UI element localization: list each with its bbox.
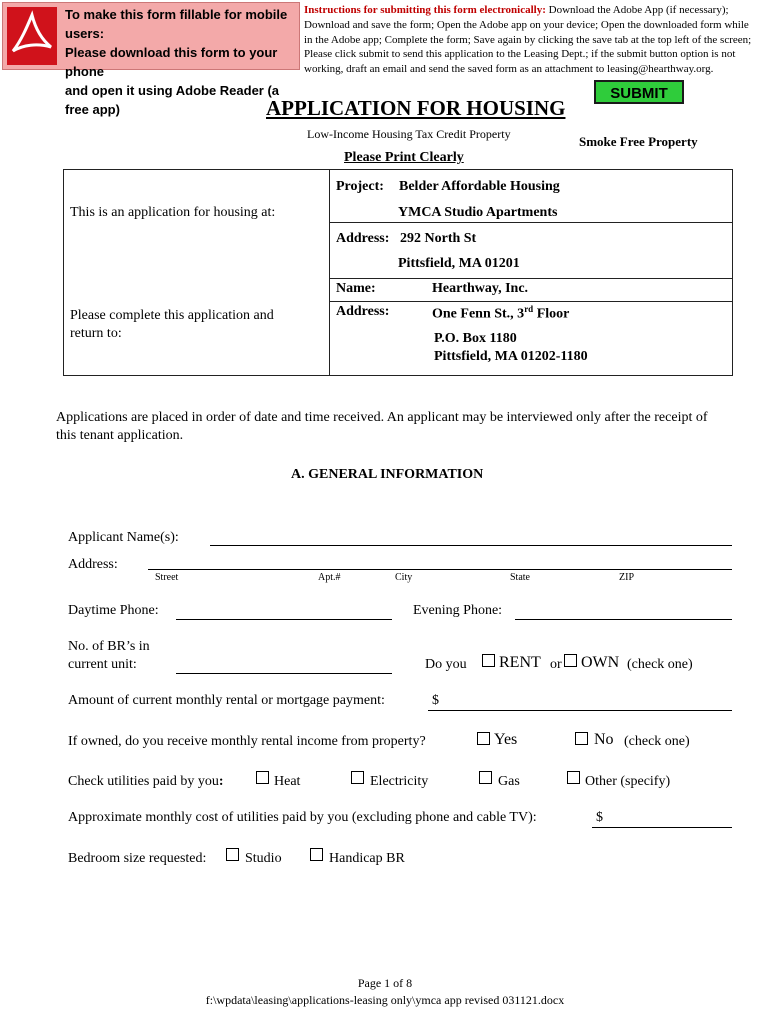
own-label: OWN (581, 654, 620, 671)
electricity-label: Electricity (370, 774, 429, 789)
owned-income-label: If owned, do you receive monthly rental income from property? (68, 734, 426, 749)
submission-instructions (304, 3, 752, 77)
page-subtitle: Low-Income Housing Tax Credit Property (307, 127, 511, 141)
project-city: Pittsfield, MA 01201 (398, 256, 520, 271)
project-label: Project: (336, 179, 384, 194)
page-title: APPLICATION FOR HOUSING (266, 96, 566, 120)
num-br-label-line1: No. of BR’s in (68, 639, 150, 654)
po-box: P.O. Box 1180 (434, 331, 517, 346)
heat-label: Heat (274, 774, 301, 789)
file-path: f:\wpdata\leasing\applications-leasing only\ymca app revised 031121.docx (205, 993, 565, 1007)
return-name: Hearthway, Inc. (432, 281, 529, 296)
monthly-payment-field[interactable] (428, 710, 732, 711)
other-checkbox[interactable] (567, 771, 580, 784)
table-divider (329, 301, 732, 302)
rent-checkbox[interactable] (482, 654, 495, 667)
address-apt-caption: Apt.# (318, 572, 341, 583)
monthly-payment-label: Amount of current monthly rental or mortgage payment: (68, 693, 385, 708)
handicap-br-label: Handicap BR (329, 851, 405, 866)
other-label: Other (specify) (585, 774, 671, 789)
project-address-label: Address: (336, 231, 390, 246)
application-for-label: This is an application for housing at: (70, 205, 276, 220)
address-field[interactable] (148, 569, 732, 570)
return-address: One Fenn St., 3rd Floor (432, 304, 570, 322)
utility-cost-field[interactable] (592, 827, 732, 828)
check-one-label: (check one) (627, 657, 693, 672)
table-divider (329, 284, 330, 376)
daytime-phone-field[interactable] (176, 619, 392, 620)
page-number: Page 1 of 8 (357, 976, 413, 990)
print-clearly-notice: Please Print Clearly (344, 150, 464, 165)
no-label: No (594, 731, 614, 748)
gas-checkbox[interactable] (479, 771, 492, 784)
banner-line-2: Please download this form to your phone (65, 45, 278, 79)
num-br-label-line2: current unit: (68, 657, 137, 672)
submit-button[interactable]: SUBMIT (594, 80, 684, 104)
dollar-sign: $ (432, 693, 439, 708)
banner-line-1: To make this form fillable for mobile users: (65, 7, 288, 41)
or-label: or (550, 657, 562, 672)
do-you-label: Do you (425, 657, 467, 672)
applicant-names-field[interactable] (210, 545, 732, 546)
address-label: Address: (68, 557, 118, 572)
address-street-caption: Street (155, 572, 179, 583)
instructions-text: Download the Adobe App (if necessary); Download and save the form; Open the Adobe app on your device; Open the downloaded form while in the Adobe app; Complete the form; Save again by clicking the save tab at the top left of the screen; Please click submit to send this application to the Leasing Dept.; if the submit button option is not working, draft an email and send the saved form as an attachment to leasing@hearthway.org. (304, 4, 752, 76)
project-name: Belder Affordable Housing (399, 179, 560, 194)
rent-label: RENT (499, 654, 541, 671)
application-notice: Applications are placed in order of date and time received. An applicant may be interviewed only after the receipt of this tenant application. (56, 410, 708, 443)
own-checkbox[interactable] (564, 654, 577, 667)
studio-checkbox[interactable] (226, 848, 239, 861)
address-city-caption: City (395, 572, 413, 583)
project-subname: YMCA Studio Apartments (398, 205, 558, 220)
applicant-names-label: Applicant Name(s): (68, 530, 179, 545)
studio-label: Studio (245, 851, 282, 866)
banner-line-3: and open it using Adobe Reader (a free app) (65, 83, 280, 117)
evening-phone-label: Evening Phone: (413, 603, 503, 618)
check-one-label-2: (check one) (624, 734, 690, 749)
smoke-free-notice: Smoke Free Property (579, 134, 698, 149)
electricity-checkbox[interactable] (351, 771, 364, 784)
yes-label: Yes (494, 731, 518, 748)
return-city: Pittsfield, MA 01202-1180 (434, 349, 588, 364)
evening-phone-field[interactable] (515, 619, 732, 620)
address-state-caption: State (510, 572, 530, 583)
table-divider (329, 222, 732, 223)
num-br-field[interactable] (176, 673, 392, 674)
dollar-sign-2: $ (596, 810, 603, 825)
no-checkbox[interactable] (575, 732, 588, 745)
address-zip-caption: ZIP (619, 572, 634, 583)
daytime-phone-label: Daytime Phone: (68, 603, 159, 618)
project-address: 292 North St (400, 231, 477, 246)
instructions-label: Instructions for submitting this form electronically: (304, 4, 546, 16)
utilities-label: Check utilities paid by you: (68, 774, 224, 789)
mobile-instructions-banner (2, 2, 300, 117)
gas-label: Gas (498, 774, 520, 789)
adobe-reader-icon (7, 7, 57, 65)
return-name-label: Name: (336, 281, 376, 296)
table-divider (329, 278, 732, 279)
table-divider (329, 170, 330, 284)
section-heading: A. GENERAL INFORMATION (291, 467, 484, 482)
heat-checkbox[interactable] (256, 771, 269, 784)
property-info-table (63, 169, 733, 376)
yes-checkbox[interactable] (477, 732, 490, 745)
handicap-br-checkbox[interactable] (310, 848, 323, 861)
return-to-label: Please complete this application and return to: (70, 308, 274, 341)
bedroom-size-label: Bedroom size requested: (68, 851, 207, 866)
return-address-label: Address: (336, 304, 390, 319)
utility-cost-label: Approximate monthly cost of utilities paid by you (excluding phone and cable TV): (68, 810, 537, 825)
